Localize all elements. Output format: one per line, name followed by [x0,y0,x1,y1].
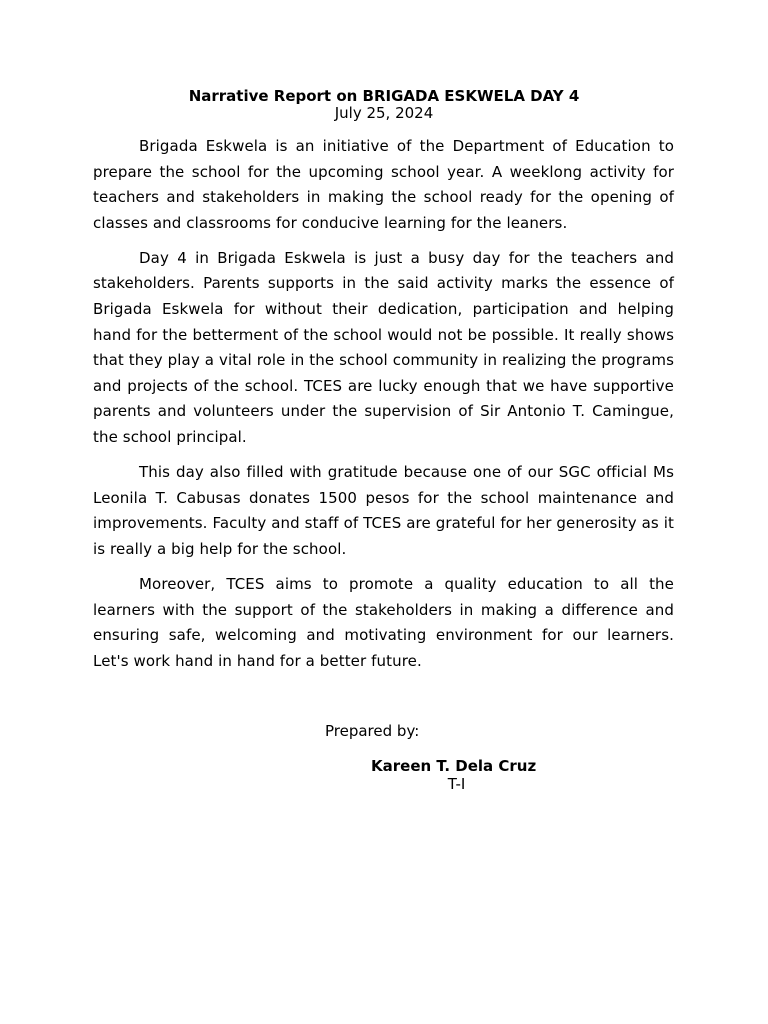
prepared-by-label: Prepared by: [325,722,420,740]
paragraph-gratitude: This day also filled with gratitude because one of our SGC official Ms Leonila T. Cabusas donates 1500 pesos for the school maintenance and improvements. Faculty and staff of TCES are grateful for her generosity as it is really a big help for the school. [93,463,674,558]
author-name: Kareen T. Dela Cruz [371,757,537,775]
report-title: Narrative Report on BRIGADA ESKWELA DAY 4 [188,87,580,105]
author-position: T-I [447,775,466,793]
paragraph-conclusion: Moreover, TCES aims to promote a quality education to all the learners with the support of the stakeholders in making a difference and ensuring safe, welcoming and motivating environment for our learners. Let's work hand in hand for a better future. [93,575,674,670]
paragraph-intro: Brigada Eskwela is an initiative of the Department of Education to prepare the school for the upcoming school year. A weeklong activity for teachers and stakeholders in making the school ready for the opening of classes and classrooms for conducive learning for the leaners. [93,137,674,232]
paragraph-day4: Day 4 in Brigada Eskwela is just a busy day for the teachers and stakeholders. Parents supports in the said activity marks the essence of Brigada Eskwela for without their dedication, participation and helping hand for the betterment of the school would not be possible. It really shows that they play a vital role in the school community in realizing the programs and projects of the school. TCES are lucky enough that we have supportive parents and volunteers under the supervision of Sir Antonio T. Camingue, the school principal. [93,248,674,447]
report-date: July 25, 2024 [334,104,434,122]
report-body [93,134,674,684]
